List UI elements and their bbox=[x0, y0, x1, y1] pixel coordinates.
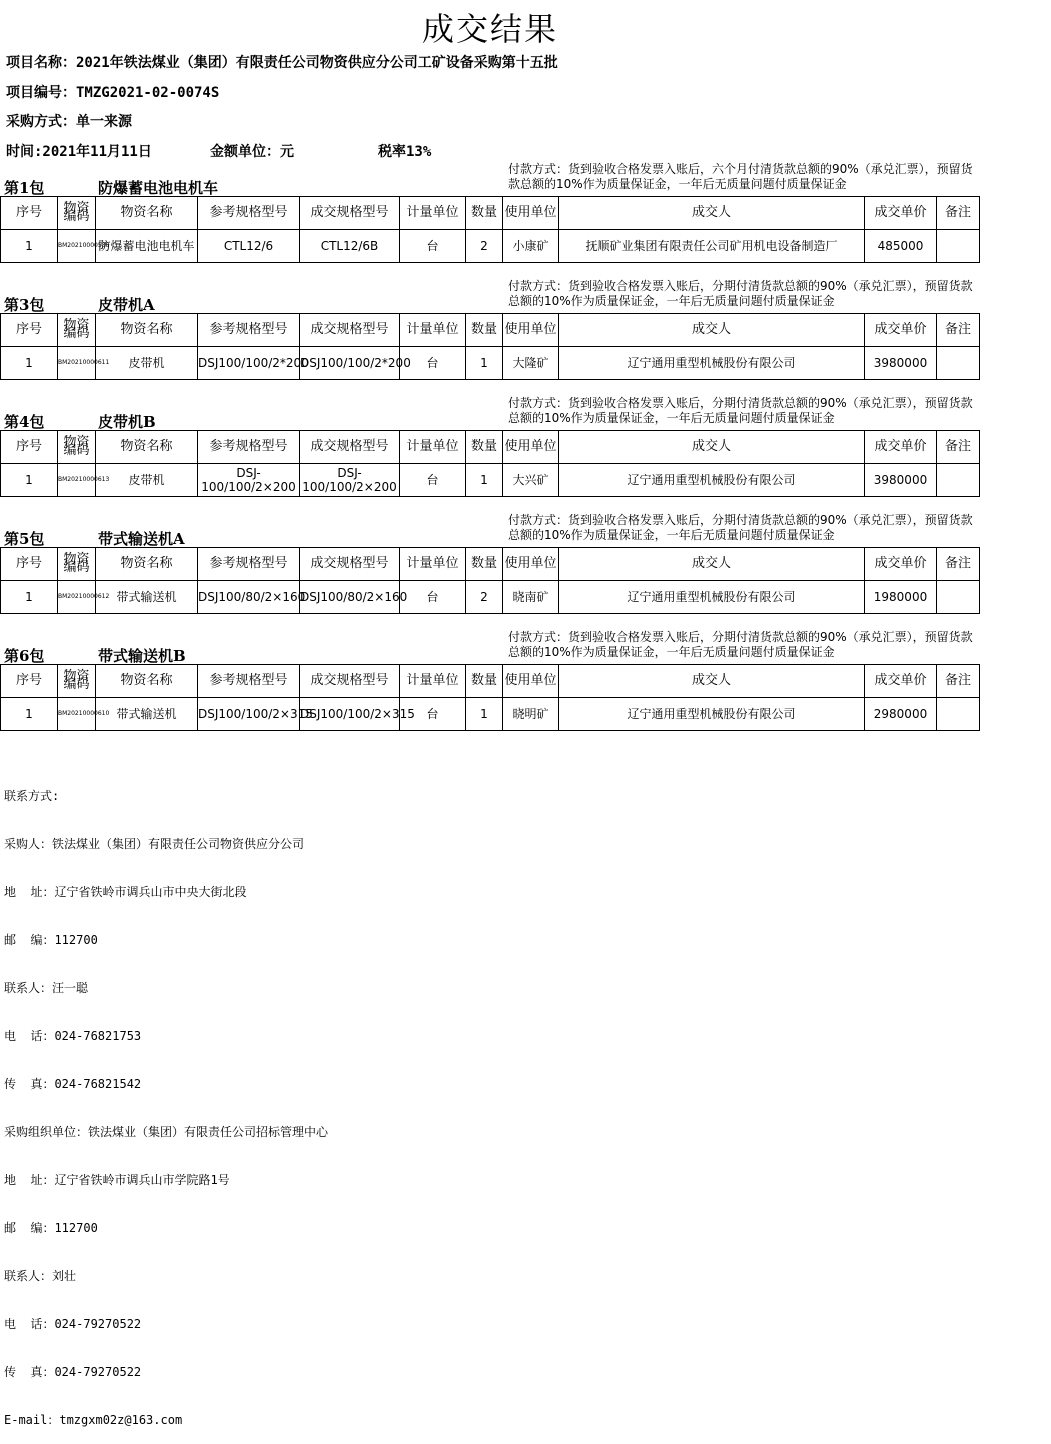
column-header: 成交人 bbox=[559, 314, 865, 347]
column-header: 物资名称 bbox=[96, 431, 198, 464]
column-header: 计量单位 bbox=[400, 548, 466, 581]
deal-spec-cell: DSJ100/100/2×315 bbox=[300, 698, 400, 731]
qty-cell: 1 bbox=[466, 464, 503, 497]
procurement-method: 采购方式：单一来源 bbox=[6, 114, 132, 130]
payment-terms: 付款方式：货到验收合格发票入账后，分期付清货款总额的90%（承兑汇票），预留货款总额的10%作为质量保证金，一年后无质量问题付质量保证金 bbox=[508, 396, 973, 425]
package-table bbox=[0, 313, 980, 380]
price-cell: 3980000 bbox=[865, 464, 937, 497]
column-header: 成交单价 bbox=[865, 314, 937, 347]
column-header: 成交人 bbox=[559, 197, 865, 230]
package-number: 第5包 bbox=[4, 530, 45, 548]
column-header: 数量 bbox=[466, 548, 503, 581]
column-header: 备注 bbox=[937, 314, 980, 347]
package-header bbox=[0, 279, 980, 313]
column-header: 成交单价 bbox=[865, 665, 937, 698]
contact-line: 联系人：汪一聪 bbox=[4, 981, 89, 995]
column-header: 成交规格型号 bbox=[300, 665, 400, 698]
column-header: 成交单价 bbox=[865, 431, 937, 464]
winner-cell: 辽宁通用重型机械股份有限公司 bbox=[559, 698, 865, 731]
qty-cell: 1 bbox=[466, 347, 503, 380]
contact-line: 电 话：024-76821753 bbox=[4, 1029, 142, 1043]
deal-spec-cell: DSJ-100/100/2×200 bbox=[300, 464, 400, 497]
package-number: 第6包 bbox=[4, 647, 45, 665]
deal-spec-cell: DSJ100/80/2×160 bbox=[300, 581, 400, 614]
column-header: 参考规格型号 bbox=[198, 431, 300, 464]
remark-cell bbox=[937, 581, 980, 614]
price-cell: 3980000 bbox=[865, 347, 937, 380]
column-header: 使用单位 bbox=[503, 548, 559, 581]
table-header-row bbox=[1, 665, 980, 698]
code-cell: BM20210000612 bbox=[58, 581, 96, 614]
package-header bbox=[0, 630, 980, 664]
column-header: 参考规格型号 bbox=[198, 197, 300, 230]
seq-cell: 1 bbox=[1, 230, 58, 263]
column-header: 成交人 bbox=[559, 548, 865, 581]
column-header: 物资编码 bbox=[58, 314, 96, 347]
table-header-row bbox=[1, 548, 980, 581]
material-cell: 带式输送机 bbox=[96, 581, 198, 614]
package-number: 第1包 bbox=[4, 179, 45, 197]
column-header: 计量单位 bbox=[400, 431, 466, 464]
deal-spec-cell: DSJ100/100/2*200 bbox=[300, 347, 400, 380]
remark-cell bbox=[937, 347, 980, 380]
package-header bbox=[0, 162, 980, 196]
column-header: 序号 bbox=[1, 431, 58, 464]
material-cell: 皮带机 bbox=[96, 464, 198, 497]
column-header: 计量单位 bbox=[400, 665, 466, 698]
deal-spec-cell: CTL12/6B bbox=[300, 230, 400, 263]
user-unit-cell: 小康矿 bbox=[503, 230, 559, 263]
package-name: 带式输送机A bbox=[98, 530, 185, 548]
package-table bbox=[0, 430, 980, 497]
payment-terms: 付款方式：货到验收合格发票入账后，分期付清货款总额的90%（承兑汇票），预留货款总额的10%作为质量保证金，一年后无质量问题付质量保证金 bbox=[508, 630, 973, 659]
column-header: 成交单价 bbox=[865, 548, 937, 581]
column-header: 成交单价 bbox=[865, 197, 937, 230]
seq-cell: 1 bbox=[1, 464, 58, 497]
code-cell: BM20210000610 bbox=[58, 698, 96, 731]
contact-line: 采购人：铁法煤业（集团）有限责任公司物资供应分公司 bbox=[4, 837, 305, 851]
column-header: 计量单位 bbox=[400, 197, 466, 230]
page-title: 成交结果 bbox=[421, 10, 558, 48]
seq-cell: 1 bbox=[1, 347, 58, 380]
winner-cell: 辽宁通用重型机械股份有限公司 bbox=[559, 464, 865, 497]
table-row bbox=[1, 581, 980, 614]
qty-cell: 2 bbox=[466, 581, 503, 614]
column-header: 物资编码 bbox=[58, 197, 96, 230]
contact-line: 联系方式: bbox=[4, 789, 60, 803]
column-header: 备注 bbox=[937, 665, 980, 698]
meta-line bbox=[6, 141, 431, 161]
column-header: 物资名称 bbox=[96, 665, 198, 698]
project-number: 项目编号：TMZG2021-02-0074S bbox=[6, 85, 220, 101]
column-header: 成交人 bbox=[559, 431, 865, 464]
table-row bbox=[1, 698, 980, 731]
contact-line: 采购组织单位：铁法煤业（集团）有限责任公司招标管理中心 bbox=[4, 1125, 329, 1139]
column-header: 数量 bbox=[466, 314, 503, 347]
column-header: 序号 bbox=[1, 665, 58, 698]
column-header: 物资编码 bbox=[58, 431, 96, 464]
column-header: 成交规格型号 bbox=[300, 548, 400, 581]
contact-line: 邮 编：112700 bbox=[4, 1221, 98, 1235]
column-header: 成交规格型号 bbox=[300, 431, 400, 464]
column-header: 物资名称 bbox=[96, 197, 198, 230]
contact-line: 邮 编：112700 bbox=[4, 933, 98, 947]
column-header: 成交人 bbox=[559, 665, 865, 698]
code-cell: BM20210000613 bbox=[58, 464, 96, 497]
contact-line: E-mail：tmzgxm02z@163.com bbox=[4, 1413, 183, 1427]
code-cell: BM20210000588 bbox=[58, 230, 96, 263]
package-section bbox=[0, 279, 980, 380]
contact-line: 电 话：024-79270522 bbox=[4, 1317, 142, 1331]
remark-cell bbox=[937, 698, 980, 731]
price-cell: 485000 bbox=[865, 230, 937, 263]
package-number: 第4包 bbox=[4, 413, 45, 431]
column-header: 参考规格型号 bbox=[198, 548, 300, 581]
contact-line: 地 址：辽宁省铁岭市调兵山市中央大街北段 bbox=[4, 885, 247, 899]
package-section bbox=[0, 513, 980, 614]
ref-spec-cell: DSJ-100/100/2×200 bbox=[198, 464, 300, 497]
contact-block bbox=[4, 756, 328, 1444]
material-cell: 带式输送机 bbox=[96, 698, 198, 731]
currency-unit: 金额单位：元 bbox=[210, 144, 294, 160]
user-unit-cell: 晓明矿 bbox=[503, 698, 559, 731]
winner-cell: 抚顺矿业集团有限责任公司矿用机电设备制造厂 bbox=[559, 230, 865, 263]
seq-cell: 1 bbox=[1, 698, 58, 731]
package-name: 带式输送机B bbox=[98, 647, 186, 665]
payment-terms: 付款方式：货到验收合格发票入账后，分期付清货款总额的90%（承兑汇票），预留货款总额的10%作为质量保证金，一年后无质量问题付质量保证金 bbox=[508, 279, 973, 308]
user-unit-cell: 大隆矿 bbox=[503, 347, 559, 380]
price-cell: 2980000 bbox=[865, 698, 937, 731]
column-header: 序号 bbox=[1, 197, 58, 230]
package-table bbox=[0, 664, 980, 731]
column-header: 物资名称 bbox=[96, 314, 198, 347]
column-header: 物资编码 bbox=[58, 548, 96, 581]
column-header: 物资编码 bbox=[58, 665, 96, 698]
contact-line: 传 真：024-79270522 bbox=[4, 1365, 142, 1379]
unit-cell: 台 bbox=[400, 581, 466, 614]
package-section bbox=[0, 630, 980, 731]
table-row bbox=[1, 464, 980, 497]
package-header bbox=[0, 513, 980, 547]
unit-cell: 台 bbox=[400, 347, 466, 380]
package-section bbox=[0, 396, 980, 497]
column-header: 计量单位 bbox=[400, 314, 466, 347]
project-name: 项目名称：2021年铁法煤业（集团）有限责任公司物资供应分公司工矿设备采购第十五批 bbox=[6, 55, 558, 71]
qty-cell: 2 bbox=[466, 230, 503, 263]
remark-cell bbox=[937, 464, 980, 497]
contact-line: 传 真：024-76821542 bbox=[4, 1077, 142, 1091]
seq-cell: 1 bbox=[1, 581, 58, 614]
column-header: 备注 bbox=[937, 197, 980, 230]
table-row bbox=[1, 230, 980, 263]
contact-line: 地 址：辽宁省铁岭市调兵山市学院路1号 bbox=[4, 1173, 230, 1187]
package-name: 皮带机A bbox=[98, 296, 155, 314]
ref-spec-cell: DSJ100/100/2*200 bbox=[198, 347, 300, 380]
payment-terms: 付款方式：货到验收合格发票入账后，六个月付清货款总额的90%（承兑汇票），预留货款总额的10%作为质量保证金，一年后无质量问题付质量保证金 bbox=[508, 162, 973, 191]
payment-terms: 付款方式：货到验收合格发票入账后，分期付清货款总额的90%（承兑汇票），预留货款总额的10%作为质量保证金，一年后无质量问题付质量保证金 bbox=[508, 513, 973, 542]
column-header: 成交规格型号 bbox=[300, 314, 400, 347]
ref-spec-cell: DSJ100/100/2×315 bbox=[198, 698, 300, 731]
column-header: 序号 bbox=[1, 548, 58, 581]
column-header: 参考规格型号 bbox=[198, 314, 300, 347]
package-section bbox=[0, 162, 980, 263]
table-header-row bbox=[1, 314, 980, 347]
column-header: 参考规格型号 bbox=[198, 665, 300, 698]
material-cell: 防爆蓄电池电机车 bbox=[96, 230, 198, 263]
remark-cell bbox=[937, 230, 980, 263]
package-name: 防爆蓄电池电机车 bbox=[98, 179, 219, 197]
user-unit-cell: 晓南矿 bbox=[503, 581, 559, 614]
column-header: 数量 bbox=[466, 197, 503, 230]
column-header: 使用单位 bbox=[503, 314, 559, 347]
column-header: 使用单位 bbox=[503, 665, 559, 698]
column-header: 使用单位 bbox=[503, 431, 559, 464]
time: 时间:2021年11月11日 bbox=[6, 144, 152, 160]
column-header: 使用单位 bbox=[503, 197, 559, 230]
ref-spec-cell: CTL12/6 bbox=[198, 230, 300, 263]
package-table bbox=[0, 547, 980, 614]
column-header: 数量 bbox=[466, 431, 503, 464]
contact-line: 联系人：刘壮 bbox=[4, 1269, 77, 1283]
unit-cell: 台 bbox=[400, 230, 466, 263]
column-header: 成交规格型号 bbox=[300, 197, 400, 230]
winner-cell: 辽宁通用重型机械股份有限公司 bbox=[559, 347, 865, 380]
column-header: 备注 bbox=[937, 431, 980, 464]
column-header: 物资名称 bbox=[96, 548, 198, 581]
tax-rate: 税率13% bbox=[378, 144, 432, 160]
table-header-row bbox=[1, 431, 980, 464]
code-cell: BM20210000611 bbox=[58, 347, 96, 380]
winner-cell: 辽宁通用重型机械股份有限公司 bbox=[559, 581, 865, 614]
price-cell: 1980000 bbox=[865, 581, 937, 614]
qty-cell: 1 bbox=[466, 698, 503, 731]
table-row bbox=[1, 347, 980, 380]
material-cell: 皮带机 bbox=[96, 347, 198, 380]
table-header-row bbox=[1, 197, 980, 230]
package-table bbox=[0, 196, 980, 263]
column-header: 备注 bbox=[937, 548, 980, 581]
column-header: 数量 bbox=[466, 665, 503, 698]
unit-cell: 台 bbox=[400, 698, 466, 731]
ref-spec-cell: DSJ100/80/2×160 bbox=[198, 581, 300, 614]
unit-cell: 台 bbox=[400, 464, 466, 497]
column-header: 序号 bbox=[1, 314, 58, 347]
package-header bbox=[0, 396, 980, 430]
user-unit-cell: 大兴矿 bbox=[503, 464, 559, 497]
package-number: 第3包 bbox=[4, 296, 45, 314]
package-name: 皮带机B bbox=[98, 413, 156, 431]
